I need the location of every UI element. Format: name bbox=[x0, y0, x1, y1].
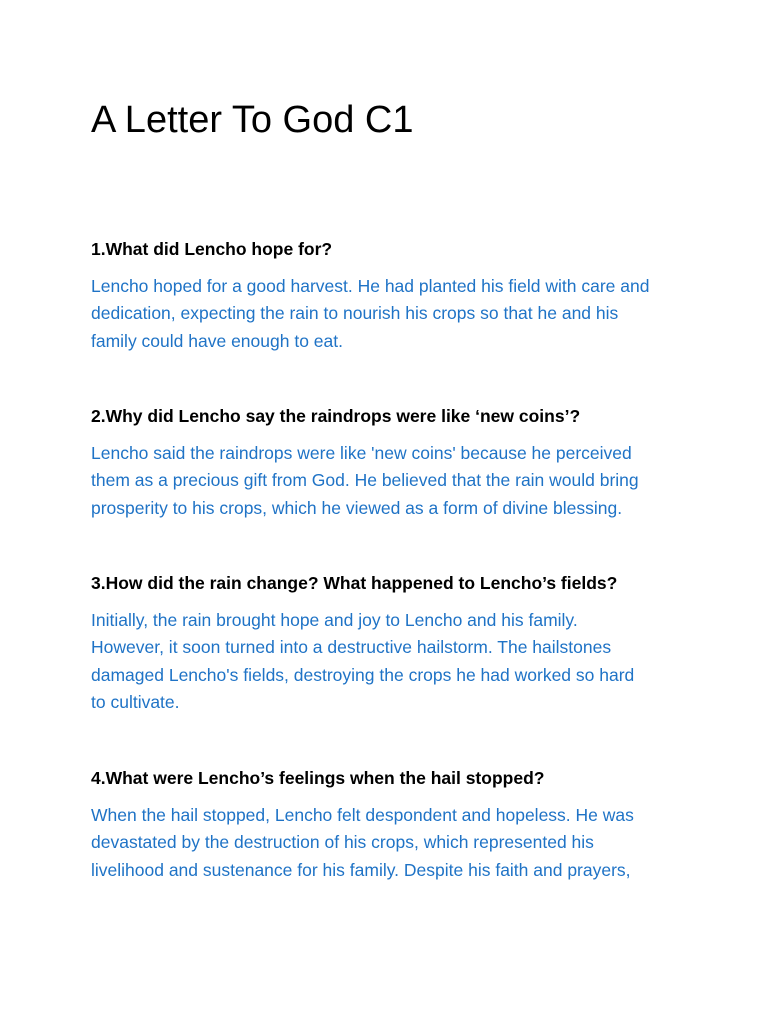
answer-line: prosperity to his crops, which he viewed as a form of divine blessing. bbox=[91, 497, 623, 518]
question-1: 1.What did Lencho hope for? bbox=[91, 239, 333, 259]
qa-item-3 bbox=[91, 571, 691, 717]
answer-4 bbox=[91, 802, 691, 884]
answer-line: devastated by the destruction of his crops, which represented his bbox=[91, 832, 594, 853]
answer-line: dedication, expecting the rain to nourish his crops so that he and his bbox=[91, 303, 619, 324]
answer-line: damaged Lencho's fields, destroying the crops he had worked so hard bbox=[91, 664, 635, 685]
qa-item-2 bbox=[91, 404, 691, 522]
answer-2 bbox=[91, 440, 691, 522]
answer-line: However, it soon turned into a destructive hailstorm. The hailstones bbox=[91, 637, 612, 658]
document-title: A Letter To God C1 bbox=[91, 99, 414, 141]
answer-1 bbox=[91, 273, 691, 355]
qa-item-4 bbox=[91, 766, 691, 884]
question-3: 3.How did the rain change? What happened to Lencho’s fields? bbox=[91, 573, 618, 593]
answer-line: Initially, the rain brought hope and joy to Lencho and his family. bbox=[91, 610, 578, 630]
answer-line: Lencho hoped for a good harvest. He had planted his field with care and bbox=[91, 276, 650, 296]
question-4: 4.What were Lencho’s feelings when the hail stopped? bbox=[91, 768, 545, 788]
answer-line: When the hail stopped, Lencho felt despondent and hopeless. He was bbox=[91, 805, 634, 825]
answer-3 bbox=[91, 607, 691, 717]
answer-line: family could have enough to eat. bbox=[91, 330, 343, 351]
answer-line: livelihood and sustenance for his family. Despite his faith and prayers, bbox=[91, 859, 631, 880]
qa-item-1 bbox=[91, 237, 691, 355]
answer-line: Lencho said the raindrops were like 'new coins' because he perceived bbox=[91, 443, 632, 463]
question-2: 2.Why did Lencho say the raindrops were like ‘new coins’? bbox=[91, 406, 581, 426]
answer-line: to cultivate. bbox=[91, 692, 180, 713]
answer-line: them as a precious gift from God. He believed that the rain would bring bbox=[91, 470, 639, 491]
